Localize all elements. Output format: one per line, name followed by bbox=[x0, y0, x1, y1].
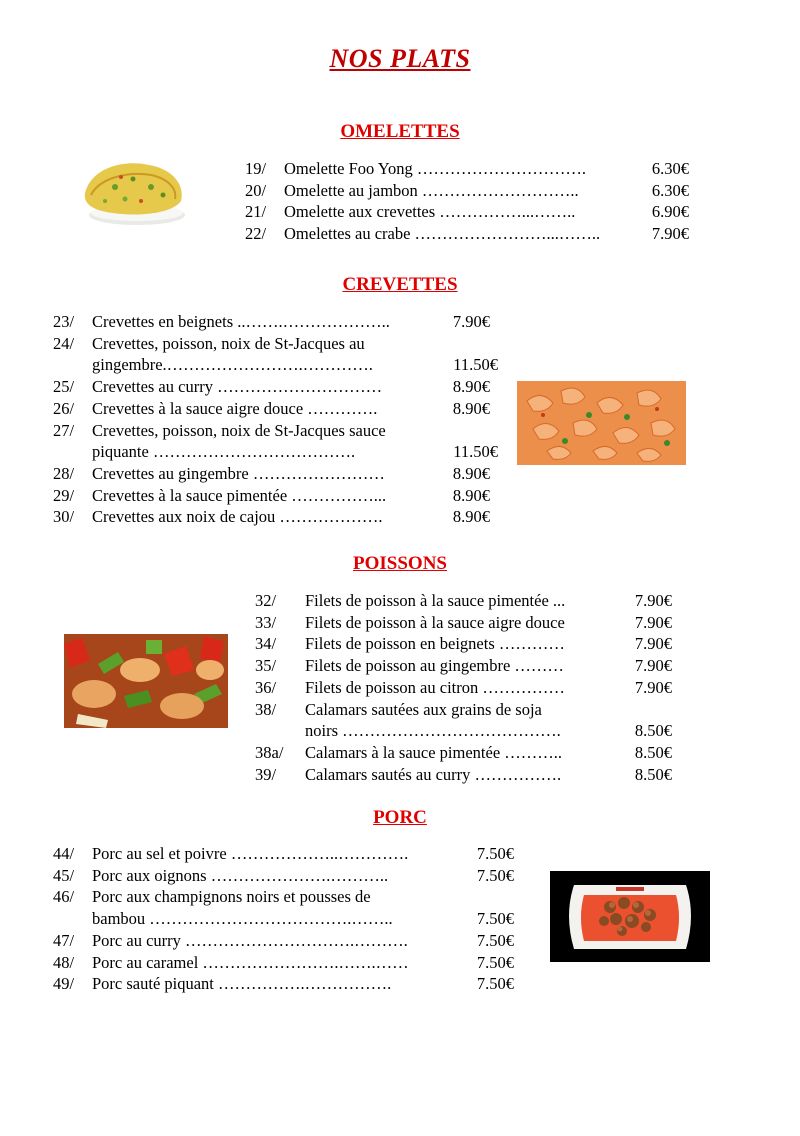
menu-item bbox=[53, 865, 514, 887]
item-name: Porc aux champignons noirs et pousses de bbox=[92, 887, 371, 907]
menu-item bbox=[53, 376, 498, 398]
menu-item bbox=[53, 420, 498, 442]
item-price: 7.50€ bbox=[476, 865, 514, 885]
menu-item-continued bbox=[53, 354, 498, 376]
item-price: 6.30€ bbox=[651, 159, 689, 178]
item-number: 33/ bbox=[255, 612, 277, 632]
section-heading-porc: PORC bbox=[373, 807, 427, 828]
menu-item bbox=[53, 333, 498, 355]
item-price: 7.90€ bbox=[634, 656, 672, 676]
item-number: 26/ bbox=[53, 398, 75, 418]
item-price: 7.90€ bbox=[634, 634, 672, 654]
item-name: Porc au sel et poivre ………………..…………. bbox=[92, 844, 409, 863]
item-number: 36/ bbox=[255, 677, 277, 697]
item-number: 27/ bbox=[53, 420, 75, 440]
item-name-continued: gingembre.…………………….…………. bbox=[92, 355, 373, 375]
item-name-continued: bambou ……………………………….…….. bbox=[92, 909, 393, 929]
item-number: 48/ bbox=[53, 952, 75, 972]
item-name: Filets de poisson à la sauce pimentée ... bbox=[305, 591, 566, 610]
item-number: 44/ bbox=[53, 844, 75, 863]
menu-item bbox=[255, 633, 672, 655]
menu-item bbox=[53, 506, 498, 528]
item-name: Crevettes à la sauce aigre douce …………. bbox=[92, 398, 378, 418]
item-name: Filets de poisson au citron …………… bbox=[305, 677, 565, 697]
menu-item bbox=[255, 764, 672, 786]
item-price: 8.90€ bbox=[452, 463, 490, 483]
section-heading-poissons: POISSONS bbox=[353, 553, 447, 574]
menu-item bbox=[53, 952, 514, 974]
item-name: Omelette aux crevettes ……………...…….. bbox=[284, 202, 576, 222]
item-name: Calamars sautés au curry ……………. bbox=[305, 764, 562, 784]
section-heading-omelettes: OMELETTES bbox=[340, 121, 460, 142]
pork-photo bbox=[550, 871, 710, 962]
item-price: 8.50€ bbox=[634, 742, 672, 762]
menu-item bbox=[255, 612, 672, 634]
item-price: 7.90€ bbox=[634, 612, 672, 632]
item-name: Crevettes au gingembre …………………… bbox=[92, 463, 385, 483]
item-price: 8.90€ bbox=[452, 398, 490, 418]
item-price: 6.90€ bbox=[651, 202, 689, 222]
menu-item bbox=[255, 655, 672, 677]
menu-item bbox=[53, 311, 498, 333]
item-number: 46/ bbox=[53, 887, 75, 907]
item-name: Crevettes en beignets ..…….……………….. bbox=[92, 312, 390, 331]
menu-item bbox=[53, 886, 514, 908]
shrimp-photo bbox=[517, 381, 686, 465]
item-name-continued: piquante ………………………………. bbox=[92, 442, 356, 462]
menu-item bbox=[245, 201, 689, 223]
menu-item bbox=[53, 463, 498, 485]
item-price: 8.90€ bbox=[452, 377, 490, 397]
item-number: 21/ bbox=[245, 202, 267, 222]
menu-item bbox=[53, 398, 498, 420]
item-name: Porc au curry ………………………….………. bbox=[92, 930, 408, 950]
item-price: 7.50€ bbox=[476, 952, 514, 972]
item-number: 22/ bbox=[245, 224, 267, 244]
item-number: 32/ bbox=[255, 591, 277, 610]
item-number: 25/ bbox=[53, 377, 75, 397]
menu-item bbox=[245, 180, 689, 202]
item-number: 35/ bbox=[255, 656, 277, 676]
item-name: Crevettes aux noix de cajou ………………. bbox=[92, 507, 383, 527]
item-name: Omelette au jambon ……………………….. bbox=[284, 180, 579, 200]
item-name: Crevettes, poisson, noix de St-Jacques au bbox=[92, 333, 365, 353]
menu-item bbox=[53, 843, 514, 865]
item-name: Porc au caramel …………………….…….…… bbox=[92, 952, 409, 972]
item-name: Porc aux oignons ………………….……….. bbox=[92, 865, 389, 885]
item-name: Filets de poisson au gingembre ……… bbox=[305, 656, 564, 676]
item-price: 11.50€ bbox=[453, 355, 498, 375]
item-number: 24/ bbox=[53, 333, 75, 353]
page-title: NOS PLATS bbox=[329, 44, 471, 73]
item-name: Porc sauté piquant …………….……………. bbox=[92, 974, 392, 994]
menu-item-continued bbox=[255, 720, 672, 742]
menu-item bbox=[53, 973, 514, 995]
item-number: 34/ bbox=[255, 634, 277, 654]
item-price: 7.50€ bbox=[476, 844, 514, 863]
item-price: 7.50€ bbox=[476, 909, 514, 929]
item-name: Filets de poisson en beignets ………… bbox=[305, 634, 565, 654]
item-price: 7.50€ bbox=[476, 930, 514, 950]
item-price: 8.90€ bbox=[452, 485, 490, 505]
item-name: Crevettes, poisson, noix de St-Jacques sauce bbox=[92, 420, 386, 440]
item-number: 19/ bbox=[245, 159, 267, 178]
item-name: Crevettes à la sauce pimentée ……………... bbox=[92, 485, 387, 505]
omelettes-menu bbox=[245, 158, 689, 245]
item-number: 49/ bbox=[53, 974, 75, 994]
menu-item bbox=[255, 742, 672, 764]
item-number: 45/ bbox=[53, 865, 75, 885]
item-name: Filets de poisson à la sauce aigre douce bbox=[305, 612, 565, 632]
menu-item bbox=[255, 699, 672, 721]
item-price: 7.90€ bbox=[452, 312, 490, 331]
crevettes-menu bbox=[53, 311, 498, 528]
item-number: 29/ bbox=[53, 485, 75, 505]
fish-photo bbox=[64, 634, 228, 728]
item-name-continued: noirs …………………………………. bbox=[305, 721, 561, 741]
poissons-menu bbox=[255, 590, 672, 785]
item-price: 7.90€ bbox=[634, 677, 672, 697]
menu-item-continued bbox=[53, 441, 498, 463]
item-number: 23/ bbox=[53, 312, 75, 331]
item-price: 8.50€ bbox=[634, 721, 672, 741]
item-price: 7.50€ bbox=[476, 974, 514, 994]
menu-item bbox=[53, 930, 514, 952]
item-price: 7.90€ bbox=[634, 591, 672, 610]
section-heading-crevettes: CREVETTES bbox=[342, 274, 458, 295]
item-price: 7.90€ bbox=[651, 224, 689, 244]
item-number: 47/ bbox=[53, 930, 75, 950]
porc-menu bbox=[53, 843, 514, 995]
item-name: Calamars à la sauce pimentée ……….. bbox=[305, 742, 563, 762]
menu-item bbox=[245, 158, 689, 180]
item-number: 30/ bbox=[53, 507, 75, 527]
item-number: 28/ bbox=[53, 463, 75, 483]
item-price: 8.90€ bbox=[452, 507, 490, 527]
item-price: 8.50€ bbox=[634, 764, 672, 784]
omelette-photo bbox=[81, 157, 185, 228]
menu-item bbox=[255, 590, 672, 612]
item-number: 38a/ bbox=[255, 742, 284, 762]
item-price: 6.30€ bbox=[651, 180, 689, 200]
item-number: 39/ bbox=[255, 764, 277, 784]
item-name: Calamars sautées aux grains de soja bbox=[305, 699, 542, 719]
menu-item bbox=[53, 485, 498, 507]
menu-item-continued bbox=[53, 908, 514, 930]
menu-item bbox=[245, 223, 689, 245]
item-name: Omelettes au crabe ……………………...…….. bbox=[284, 224, 601, 244]
item-number: 20/ bbox=[245, 180, 267, 200]
menu-item bbox=[255, 677, 672, 699]
item-number: 38/ bbox=[255, 699, 277, 719]
item-price: 11.50€ bbox=[453, 442, 498, 462]
item-name: Omelette Foo Yong …………………………. bbox=[284, 159, 587, 178]
item-name: Crevettes au curry ………………………… bbox=[92, 377, 383, 397]
